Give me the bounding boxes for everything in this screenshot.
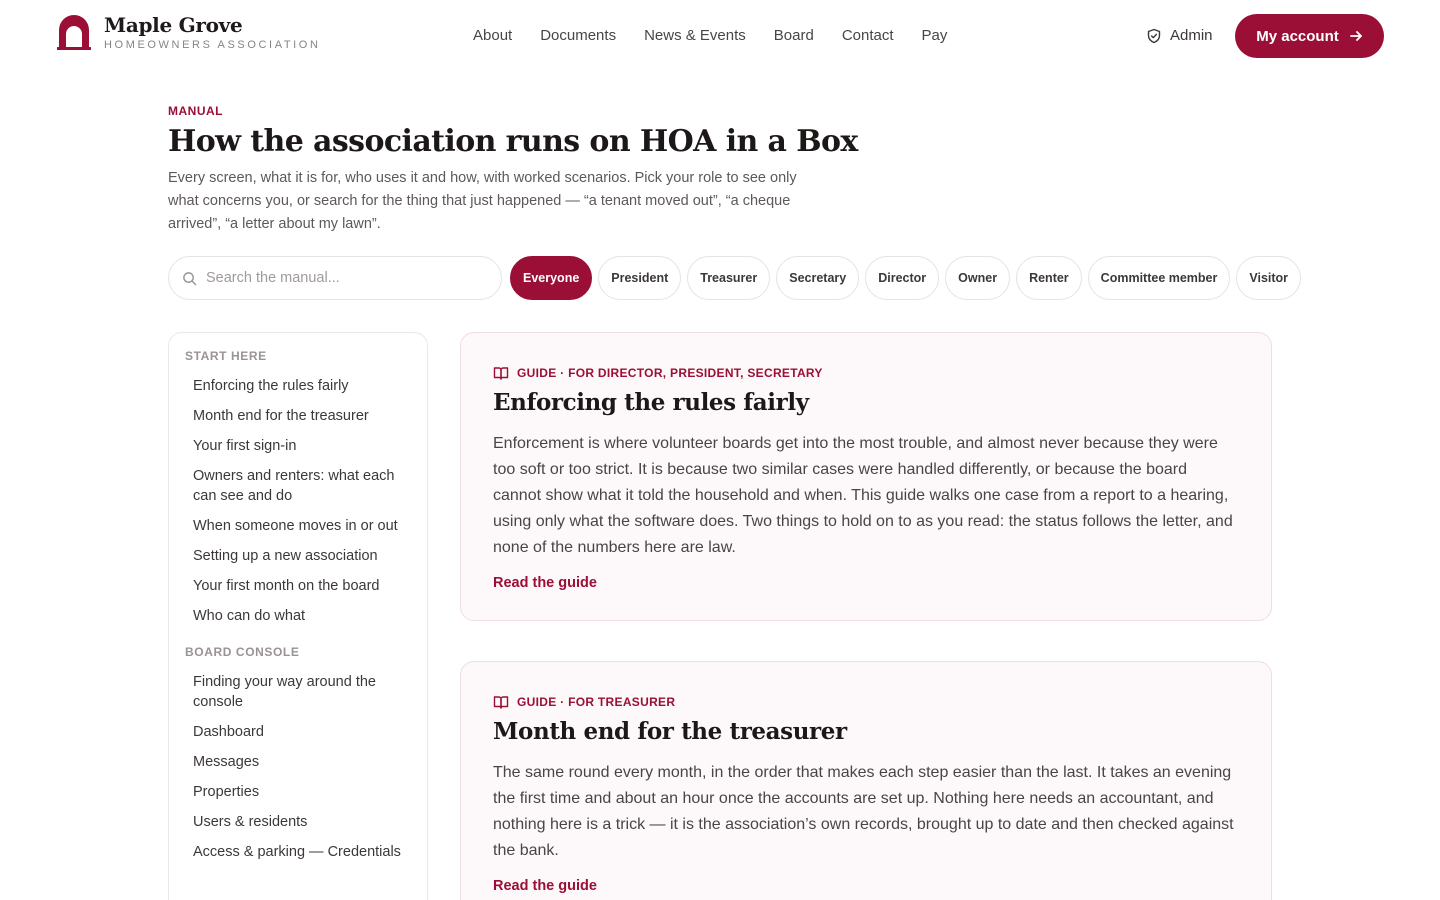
role-chip-committee-member[interactable]: Committee member — [1088, 256, 1231, 300]
my-account-label: My account — [1256, 27, 1339, 45]
sidebar-heading: START HERE — [185, 349, 267, 363]
guide-tag-label: GUIDE · FOR DIRECTOR, PRESIDENT, SECRETARY — [517, 366, 823, 380]
role-chip-owner[interactable]: Owner — [945, 256, 1010, 300]
sidebar-item-enforcing-rules[interactable]: Enforcing the rules fairly — [193, 378, 349, 394]
sidebar-item-dashboard[interactable]: Dashboard — [193, 724, 264, 740]
nav-item-documents[interactable]: Documents — [540, 27, 617, 44]
sidebar-item-users-residents[interactable]: Users & residents — [193, 814, 308, 830]
guide-tag — [493, 694, 1239, 710]
arch-logo-icon — [56, 15, 92, 51]
admin-label: Admin — [1170, 27, 1213, 44]
open-book-icon — [493, 365, 509, 381]
manual-sidebar — [168, 332, 428, 900]
guide-title[interactable]: Enforcing the rules fairly — [493, 389, 809, 416]
brand-name: Maple Grove — [104, 13, 243, 37]
role-chip-everyone[interactable]: Everyone — [510, 256, 592, 300]
sidebar-item-owners-renters[interactable]: Owners and renters: what each can see and do — [193, 468, 395, 504]
guide-tag — [493, 365, 1239, 381]
manual-search — [168, 256, 502, 300]
sidebar-item-finding-your-way[interactable]: Finding your way around the console — [193, 674, 376, 710]
guide-summary: The same round every month, in the order that makes each step easier than the last. It takes an evening the first time and about an hour once the accounts are set up. Nothing here needs an accountant, and nothing here is a trick — it is the association’s own records, brought up to date and then checked against the bank. — [493, 764, 1234, 859]
role-chip-renter[interactable]: Renter — [1016, 256, 1082, 300]
nav-item-about[interactable]: About — [473, 27, 513, 44]
admin-link[interactable] — [1146, 26, 1213, 46]
brand-subtitle: HOMEOWNERS ASSOCIATION — [104, 39, 321, 51]
nav-item-board[interactable]: Board — [773, 27, 814, 44]
sidebar-item-month-end[interactable]: Month end for the treasurer — [193, 408, 369, 424]
guide-title[interactable]: Month end for the treasurer — [493, 718, 847, 745]
role-chip-treasurer[interactable]: Treasurer — [687, 256, 770, 300]
page-intro: Every screen, what it is for, who uses it and how, with worked scenarios. Pick your role to see only what concerns you, or search for the thing that just happened — “a tenant moved out”, “a cheque arrived”, “a letter about my lawn”. — [168, 170, 797, 232]
role-chip-visitor[interactable]: Visitor — [1236, 256, 1301, 300]
read-guide-link[interactable]: Read the guide — [493, 878, 597, 894]
guide-summary: Enforcement is where volunteer boards get into the most trouble, and almost never because they were too soft or too strict. It is because two similar cases were handled differently, or because the board cannot show what it told the household and when. This guide walks one case from a report to a hearing, using only what the software does. Two things to hold on to as you read: the status follows the letter, and none of the numbers here are law. — [493, 435, 1233, 556]
sidebar-heading: BOARD CONSOLE — [185, 645, 300, 659]
sidebar-item-new-association[interactable]: Setting up a new association — [193, 548, 378, 564]
nav-item-pay[interactable]: Pay — [921, 27, 948, 44]
sidebar-item-first-sign-in[interactable]: Your first sign-in — [193, 438, 297, 454]
open-book-icon — [493, 694, 509, 710]
role-filter — [510, 256, 1301, 300]
role-chip-president[interactable]: President — [598, 256, 681, 300]
shield-check-icon — [1146, 28, 1162, 44]
guide-card — [460, 332, 1272, 621]
main-nav — [459, 26, 961, 46]
page-title: How the association runs on HOA in a Box — [168, 124, 858, 159]
read-guide-link[interactable]: Read the guide — [493, 575, 597, 591]
sidebar-item-properties[interactable]: Properties — [193, 784, 260, 800]
guide-card — [460, 661, 1272, 900]
sidebar-item-move-in-out[interactable]: When someone moves in or out — [193, 518, 398, 534]
sidebar-item-first-month[interactable]: Your first month on the board — [193, 578, 380, 594]
page-eyebrow: MANUAL — [168, 104, 223, 118]
top-navigation-bar — [0, 0, 1440, 72]
sidebar-item-who-can-do-what[interactable]: Who can do what — [193, 608, 306, 624]
arrow-right-icon — [1349, 29, 1363, 43]
role-chip-secretary[interactable]: Secretary — [776, 256, 859, 300]
role-chip-director[interactable]: Director — [865, 256, 939, 300]
nav-item-news-events[interactable]: News & Events — [644, 27, 746, 44]
guide-tag-label: GUIDE · FOR TREASURER — [517, 695, 676, 709]
sidebar-group-start-here — [185, 349, 411, 631]
my-account-button[interactable] — [1235, 14, 1384, 58]
sidebar-item-messages[interactable]: Messages — [193, 754, 260, 770]
sidebar-group-board-console — [185, 645, 411, 867]
sidebar-item-access-parking[interactable]: Access & parking — Credentials — [193, 844, 401, 860]
search-input[interactable] — [206, 270, 476, 286]
brand[interactable] — [56, 14, 321, 51]
nav-item-contact[interactable]: Contact — [841, 27, 894, 44]
search-icon — [182, 271, 197, 286]
